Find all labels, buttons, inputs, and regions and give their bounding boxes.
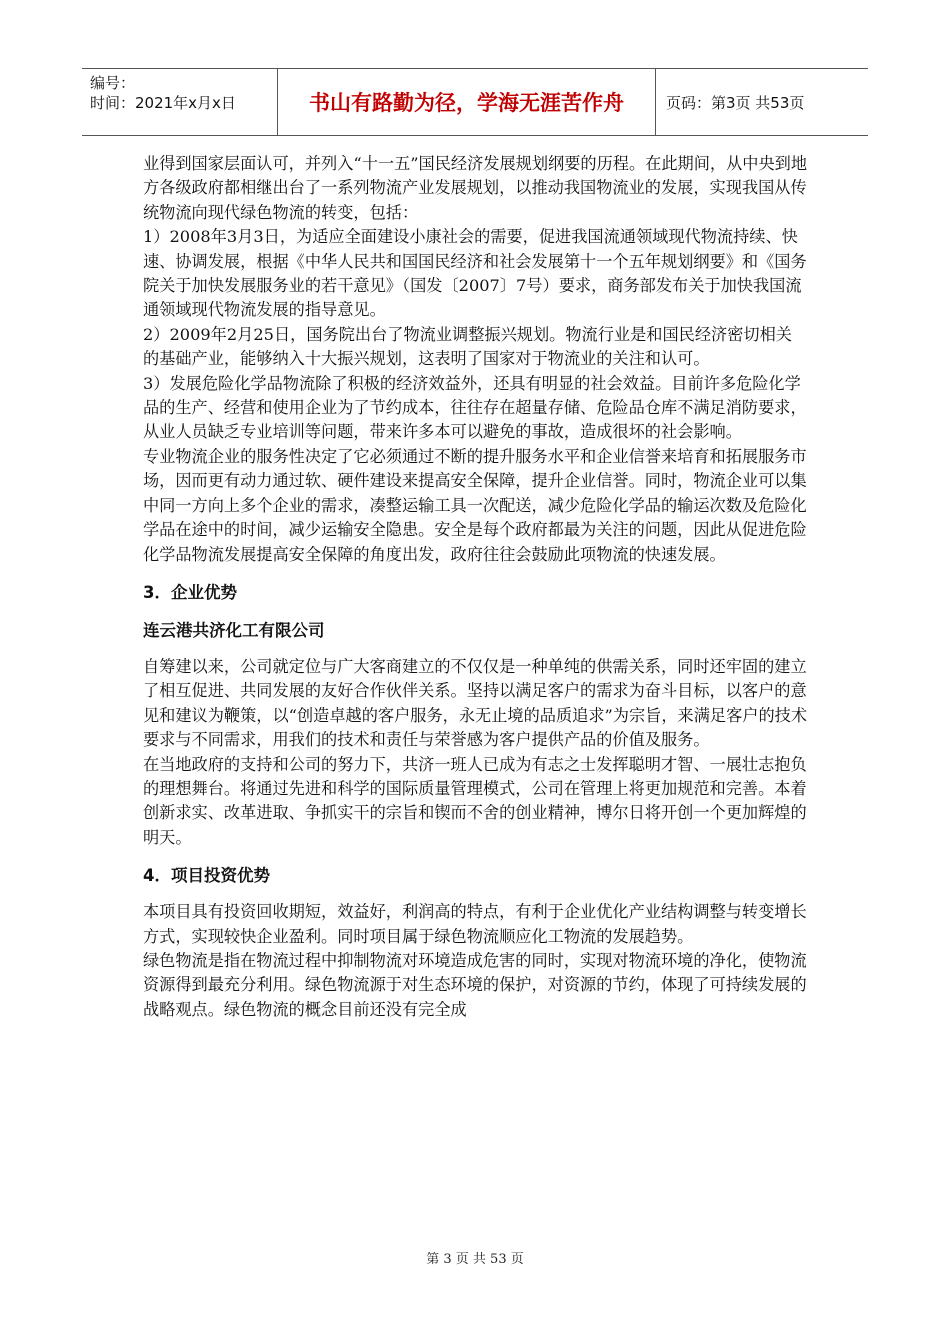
paragraph: 自筹建以来，公司就定位与广大客商建立的不仅仅是一种单纯的供需关系，同时还牢固的建立了相互促进、共同发展的友好合作伙伴关系。坚持以满足客户的需求为奋斗目标，以客户的意见和建议为鞭策，以“创造卓越的客户服务，永无止境的品质追求”为宗旨，来满足客户的技术要求与不同需求，用我们的技术和责任与荣誉感为客户提供产品的价值及服务。 [143, 656, 808, 750]
company-name-heading: 连云港共济化工有限公司 [143, 620, 325, 640]
page-footer: 第 3 页 共 53 页 [426, 1252, 524, 1267]
section-heading-3: 3．企业优势 [143, 582, 237, 602]
header-meta [82, 69, 278, 135]
paragraph: 本项目具有投资回收期短，效益好，利润高的特点，有利于企业优化产业结构调整与转变增长方式，实现较快企业盈利。同时项目属于绿色物流顺应化工物流的发展趋势。 [143, 902, 807, 946]
paragraph: 专业物流企业的服务性决定了它必须通过不断的提升服务水平和企业信誉来培育和拓展服务市场，因而更有动力通过软、硬件建设来提高安全保障，提升企业信誉。同时，物流企业可以集中同一方向上多个企业的需求，凑整运输工具一次配送，减少危险化学品的输运次数及危险化学品在途中的时间，减少运输安全隐患。安全是每个政府都最为关注的问题，因此从促进危险化学品物流发展提高安全保障的角度出发，政府往往会鼓励此项物流的快速发展。 [143, 446, 807, 564]
section-heading-4: 4．项目投资优势 [143, 866, 270, 886]
paragraph: 在当地政府的支持和公司的努力下，共济一班人已成为有志之士发挥聪明才智、一展壮志抱负的理想舞台。将通过先进和科学的国际质量管理模式，公司在管理上将更加规范和完善。本着创新求实、改革进取、争抓实干的宗旨和锲而不舍的创业精神，博尔日将开创一个更加辉煌的明天。 [143, 754, 807, 847]
document-date-label: 时间：2021年x月x日 [90, 94, 236, 112]
page-header [82, 68, 868, 136]
paragraph: 3）发展危险化学品物流除了积极的经济效益外，还具有明显的社会效益。目前许多危险化学品的生产、经营和使用企业为了节约成本，往往存在超量存储、危险品仓库不满足消防要求，从业人员缺乏专业培训等问题，带来许多本可以避免的事故，造成很坏的社会影响。 [143, 373, 807, 442]
paragraph: 1）2008年3月3日，为适应全面建设小康社会的需要，促进我国流通领域现代物流持续、快速、协调发展，根据《中华人民共和国国民经济和社会发展第十一个五年规划纲要》和《国务院关于加快发展服务业的若干意见》（国发〔2007〕7号）要求，商务部发布关于加快我国流通领域现代物流发展的指导意见。 [143, 227, 807, 320]
header-page-info: 页码：第3页 共53页 [666, 93, 805, 112]
document-body [143, 152, 808, 1022]
paragraph: 2）2009年2月25日，国务院出台了物流业调整振兴规划。物流行业是和国民经济密切相关的基础产业，能够纳入十大振兴规划，这表明了国家对于物流业的关注和认可。 [143, 324, 792, 369]
paragraph: 业得到国家层面认可，并列入“十一五”国民经济发展规划纲要的历程。在此期间，从中央到地方各级政府都相继出台了一系列物流产业发展规划，以推动我国物流业的发展，实现我国从传统物流向现代绿色物流的转变，包括： [143, 154, 808, 222]
document-number-label: 编号： [90, 74, 136, 92]
header-motto: 书山有路勤为径，学海无涯苦作舟 [278, 69, 656, 135]
paragraph: 绿色物流是指在物流过程中抑制物流对环境造成危害的同时，实现对物流环境的净化，使物流资源得到最充分利用。绿色物流源于对生态环境的保护，对资源的节约，体现了可持续发展的战略观点。绿色物流的概念目前还没有完全成 [143, 950, 807, 1019]
